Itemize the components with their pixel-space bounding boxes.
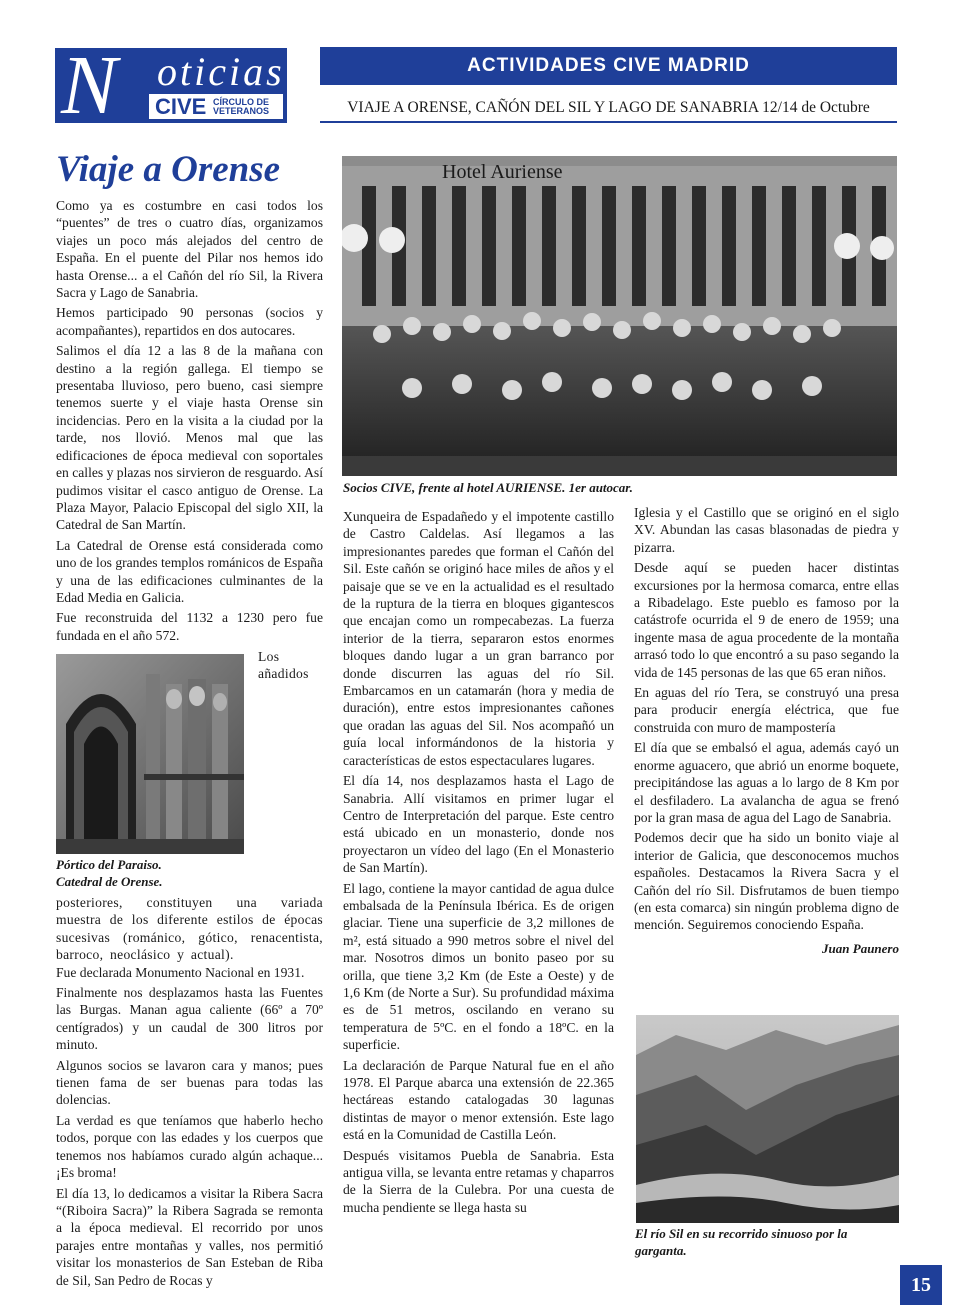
paragraph: Después visitamos Puebla de Sanabria. Esta antigua villa, se levanta entre retamas y chaparros de la Sierra de la Culebra. Por una cuesta de mucha pendiente se llega hasta su (343, 1147, 614, 1215)
logo-sub-line-1: CÍRCULO DE (213, 97, 269, 107)
logo-letter: N (61, 39, 118, 132)
hotel-sign-text: Hotel Auriense (442, 161, 563, 183)
paragraph: El día 13, lo dedicamos a visitar la Ribera Sacra “(Riboira Sacra)” la Ribera Sagrada se remonta a la época medieval. El recorrido por unos parajes entre montañas y valles, nos permitió visitar los monasterios de San Esteban de Riba de Sil, San Pedro de Rocas y (56, 1185, 323, 1288)
caption-line-2: Catedral de Orense. (56, 874, 163, 889)
paragraph: El lago, contiene la mayor cantidad de agua dulce embalsada de la Península Ibérica. Es de origen glaciar. Tiene una superficie de 3,2 millones de m², está situado a 990 metros sobre el nivel del mar. Nosotros dimos un bonito paseo por su orilla, que tiene 3,2 Km (de Este a Oeste) y de 1,6 Km (de Norte a Sur). Su profundidad máxima es de 51 metros, oscilando en verano su temperatura de 5ºC. en el fondo a 18ºC. en la superficie. (343, 880, 614, 1053)
hotel-photo-caption: Socios CIVE, frente al hotel AURIENSE. 1er autocar. (343, 480, 633, 495)
article-title: Viaje a Orense (56, 149, 281, 190)
paragraph: Xunqueira de Espadañedo y el impotente castillo de Castro Caldelas. Así llegamos a las impresionantes paredes que forman el Cañón del Sil. Este cañón se originó hace miles de años y el paisaje que se ve en la actualidad es el resultado de la ruptura de la tierra en bloques gigantescos que encajan como un rompecabezas. La fuerza interior de la tierra, separaron estos enormes bloques dando lugar a un gran barranco por donde discurren las aguas del río Sil. Embarcamos en un catamarán (hora y media de duración), entre estos impresionantes cañones que oradan las aguas del Sil. Nos acompañó un guía local informándonos de la historia y características de estos espectaculares lugares. (343, 509, 614, 768)
paragraph: La verdad es que teníamos que haberlo hecho todos, porque con las edades y los cuerpos que tenemos nos habíamos curado algún achaque... ¡Es broma! (56, 1112, 323, 1181)
paragraph: Finalmente nos desplazamos hasta las Fuentes las Burgas. Manan agua caliente (66º a 70º centígrados) y un caudal de 300 litros por minuto. (56, 985, 323, 1053)
river-photo-caption: El río Sil en su recorrido sinuoso por la garganta. (635, 1226, 848, 1258)
cathedral-portico-photo (56, 654, 244, 854)
paragraph: Hemos participado 90 personas (socios y acompañantes), repartidos en dos autocares. (56, 305, 323, 338)
caption-line-1: Pórtico del Paraiso. (56, 857, 162, 872)
river-sil-photo (636, 1015, 899, 1223)
noticias-cive-logo (55, 39, 287, 132)
author-byline: Juan Paunero (822, 940, 899, 956)
logo-word: oticias (157, 49, 285, 94)
paragraph: Fue reconstruida del 1132 a 1230 pero fue fundada en el año 572. (56, 610, 323, 643)
column-1-bottom (56, 648, 323, 1292)
paragraph: Los añadidos posteriores, constituyen una variada muestra de los diferente estilos de épocas sucesivas (románico, gótico, renacentista, barroco, neoclásico y actual). (56, 649, 323, 963)
paragraph: El día que se embalsó el agua, además cayó un enorme aguacero, que abrió un enorme boquete, precipitándose las aguas a lo largo de 8 Km por el desfiladero. La avalancha de agua se frenó por la gran masa de agua del Lago de Sanabria. (634, 740, 899, 825)
column-3 (634, 504, 899, 957)
paragraph: Salimos el día 12 a las 8 de la mañana con destino a la región gallega. El tiempo se presentaba lluvioso, pero bueno, casi siempre tenemos suerte y el viaje hasta Orense sin incidencias. Pero en la visita a la ciudad por la tarde, nos llovió. Menos mal que las edificaciones de época medieval con soportales en calles y plazas nos sirvieron de resguardo. Así pudimos visitar el casco antiguo de Orense. La Plaza Mayor, Palacio Episcopal del siglo XII, la Catedral de San Martín. (56, 343, 323, 533)
paragraph: Como ya es costumbre en casi todos los “puentes” de tres o cuatro días, organizamos viajes un poco más alejados del centro de España. En el puente del Pilar nos hemos ido hasta Orense... a el Cañón del río Sil, la Rivera Sacra y Lago de Sanabria. (56, 198, 323, 301)
paragraph: La Catedral de Orense está considerada como uno de los grandes templos románicos de España y una de las edificaciones culminantes de la Edad Media en Galicia. (56, 537, 323, 605)
header-rule (320, 121, 897, 123)
paragraph: Algunos socios se lavaron cara y manos; pues tienen fama de ser buenas para todas las dolencias. (56, 1057, 323, 1108)
cathedral-photo-caption (56, 856, 244, 890)
logo-subtitle (213, 98, 269, 116)
column-1-top (56, 197, 323, 647)
column-2 (343, 508, 614, 1219)
paragraph: Iglesia y el Castillo que se originó en el siglo XV. Abundan las casas blasonadas de piedra y pizarra. (634, 505, 899, 555)
logo-cive-text: CIVE (155, 94, 207, 119)
paragraph: La declaración de Parque Natural fue en el año 1978. El Parque abarca una extensión de 22.365 hectáreas estando catalogadas 30 lagunas distintas de mayor o menor extensión. Este lago está en la Comunidad de Castilla León. (343, 1057, 614, 1143)
section-banner: ACTIVIDADES CIVE MADRID (320, 47, 897, 85)
trip-subtitle: VIAJE A ORENSE, CAÑÓN DEL SIL Y LAGO DE SANABRIA 12/14 de Octubre (347, 99, 870, 116)
paragraph: Desde aquí se pueden hacer distintas excursiones por la hermosa comarca, entre ellas a Ribadelago. Este pueblo es famoso por la catástrofe ocurrida el 9 de enero de 1959; una ingente masa de agua procedente de la montaña arrasó todo lo que encontró a su paso segando la vida de 145 personas de las que 65 eran niños. (634, 560, 899, 680)
paragraph: Podemos decir que ha sido un bonito viaje al interior de Galicia, que desconocemos muchos españoles. Destacamos la Rivera Sacra y el Cañón del río Sil. Disfrutamos de buen tiempo (en esta comarca) sin ningún problema digno de mención. Seguiremos conociendo España. (634, 830, 899, 933)
logo-cive-box (149, 94, 283, 119)
hotel-group-photo (342, 156, 897, 476)
paragraph: En aguas del río Tera, se construyó una presa para producir energía eléctrica, que fue construida con muro de mampostería (634, 685, 899, 735)
logo-sub-line-2: VETERANOS (213, 106, 270, 116)
paragraph: El día 14, nos desplazamos hasta el Lago de Sanabria. Allí visitamos en primer lugar el Centro de Interpretación del parque. Este centro está ubicado en un monasterio, donde nos proyectaron un vídeo del lago (En el Monasterio de San Martín). (343, 773, 614, 876)
paragraph: Fue declarada Monumento Nacional en 1931. (56, 964, 305, 980)
page-number: 15 (900, 1265, 942, 1305)
